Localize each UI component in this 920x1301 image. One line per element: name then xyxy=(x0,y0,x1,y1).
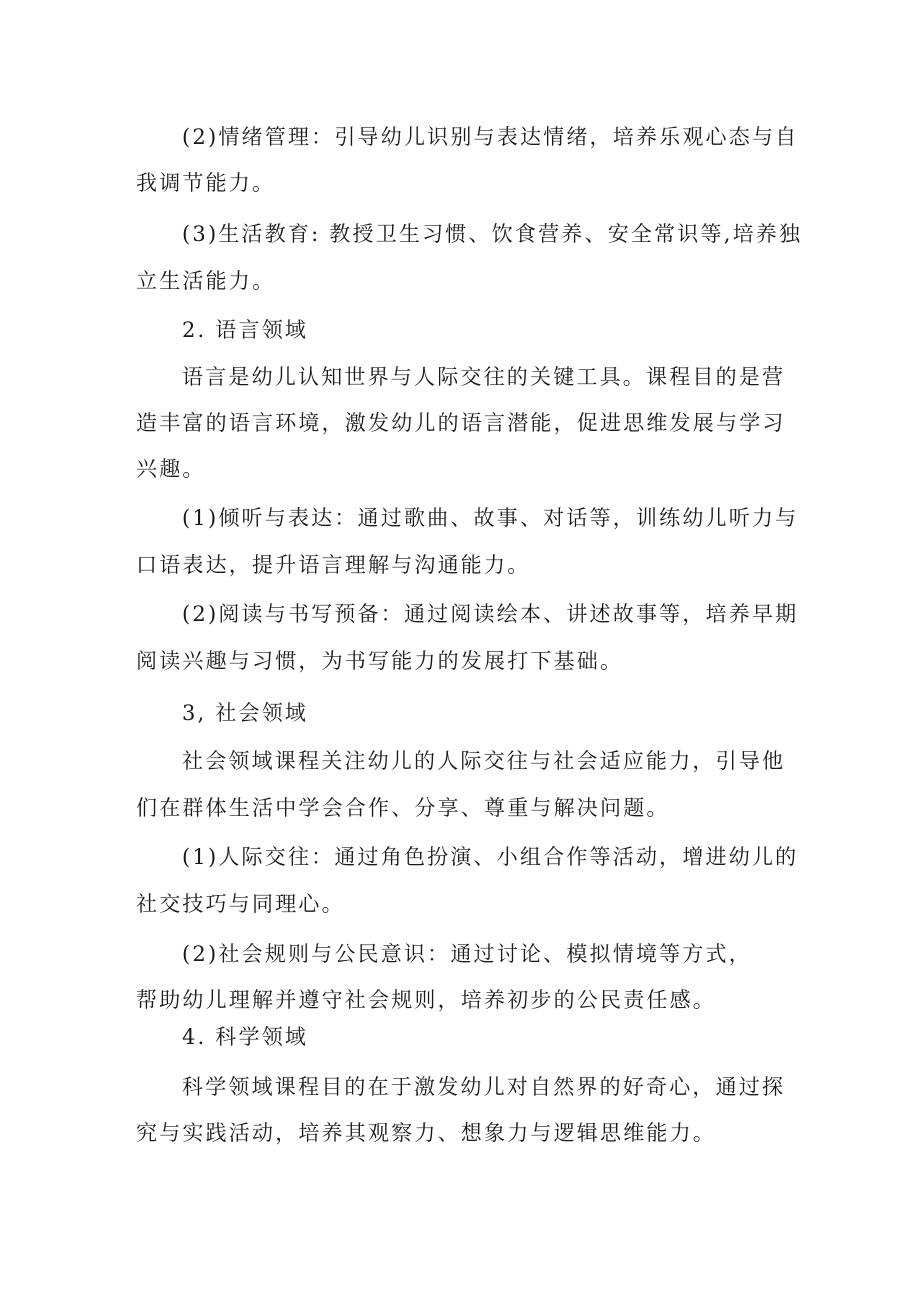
section-heading-language: 2. 语言领域 xyxy=(182,318,309,342)
section-heading-science: 4. 科学领域 xyxy=(182,1025,309,1049)
text-line-19: 帮助幼儿理解并遵守社会规则，培养初步的公民责任感。 xyxy=(136,988,716,1012)
text-line-7: 造丰富的语言环境，激发幼儿的语言潜能，促进思维发展与学习 xyxy=(136,411,786,435)
text-line-17: 社交技巧与同理心。 xyxy=(136,892,345,916)
text-line-6: 语言是幼儿认知世界与人际交往的关键工具。课程目的是营 xyxy=(182,365,786,389)
text-line-18: (2)社会规则与公民意识：通过讨论、模拟情境等方式， xyxy=(182,942,752,966)
text-line-3: (3)生活教育: 教授卫生习惯、饮食营养、安全常识等,培养独 xyxy=(182,222,803,246)
text-line-21: 科学领域课程目的在于激发幼儿对自然界的好奇心，通过探 xyxy=(182,1075,786,1099)
text-line-10: 口语表达，提升语言理解与沟通能力。 xyxy=(136,553,531,577)
text-line-11: (2)阅读与书写预备：通过阅读绘本、讲述故事等，培养早期 xyxy=(182,602,799,626)
text-line-1: (2)情绪管理：引导幼儿识别与表达情绪，培养乐观心态与自 xyxy=(182,125,799,149)
text-line-16: (1)人际交往：通过角色扮演、小组合作等活动，增进幼儿的 xyxy=(182,845,799,869)
text-line-9: (1)倾听与表达：通过歌曲、故事、对话等，训练幼儿听力与 xyxy=(182,506,799,530)
text-line-22: 究与实践活动，培养其观察力、想象力与逻辑思维能力。 xyxy=(136,1121,716,1145)
text-line-2: 我调节能力。 xyxy=(136,171,276,195)
text-line-4: 立生活能力。 xyxy=(136,269,276,293)
text-line-8: 兴趣。 xyxy=(136,457,206,481)
text-line-15: 们在群体生活中学会合作、分享、尊重与解决问题。 xyxy=(136,796,670,820)
text-line-12: 阅读兴趣与习惯，为书写能力的发展打下基础。 xyxy=(136,649,624,673)
section-heading-social: 3, 社会领域 xyxy=(182,701,309,725)
text-line-14: 社会领域课程关注幼儿的人际交往与社会适应能力，引导他 xyxy=(182,749,786,773)
